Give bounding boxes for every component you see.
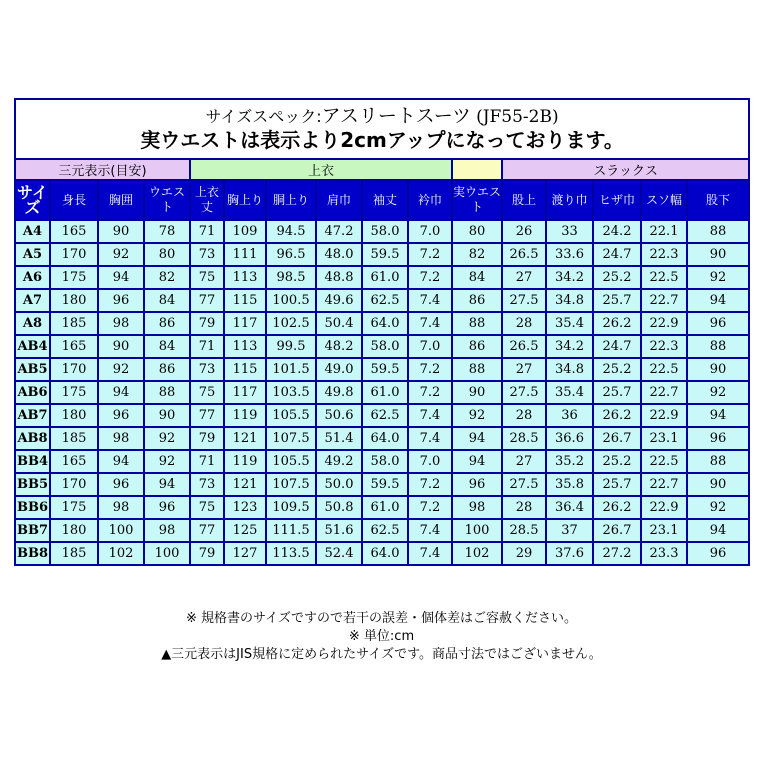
value-cell: 111.5 <box>266 519 316 542</box>
value-cell: 180 <box>50 289 98 312</box>
value-cell: 96 <box>98 404 144 427</box>
value-cell: 88 <box>687 220 749 243</box>
value-cell: 23.1 <box>641 427 687 450</box>
group-sangen: 三元表示(目安) <box>15 159 190 180</box>
value-cell: 26.7 <box>593 519 641 542</box>
value-cell: 92 <box>98 243 144 266</box>
value-cell: 62.5 <box>362 404 408 427</box>
value-cell: 96 <box>98 289 144 312</box>
value-cell: 52.4 <box>316 542 362 565</box>
value-cell: 165 <box>50 335 98 358</box>
value-cell: 96.5 <box>266 243 316 266</box>
value-cell: 50.4 <box>316 312 362 335</box>
size-cell: BB8 <box>15 542 50 565</box>
value-cell: 35.2 <box>546 450 593 473</box>
column-header: 衿巾 <box>408 180 452 220</box>
value-cell: 98 <box>98 312 144 335</box>
value-cell: 29 <box>502 542 546 565</box>
value-cell: 50.0 <box>316 473 362 496</box>
value-cell: 59.5 <box>362 243 408 266</box>
value-cell: 79 <box>190 542 224 565</box>
value-cell: 22.1 <box>641 220 687 243</box>
table-row <box>15 312 749 335</box>
value-cell: 22.3 <box>641 335 687 358</box>
column-header: 胸上り <box>224 180 266 220</box>
column-header: 上衣丈 <box>190 180 224 220</box>
value-cell: 113 <box>224 335 266 358</box>
value-cell: 170 <box>50 473 98 496</box>
value-cell: 80 <box>144 243 190 266</box>
value-cell: 51.4 <box>316 427 362 450</box>
value-cell: 61.0 <box>362 266 408 289</box>
value-cell: 26.2 <box>593 312 641 335</box>
value-cell: 22.9 <box>641 404 687 427</box>
value-cell: 180 <box>50 519 98 542</box>
value-cell: 170 <box>50 358 98 381</box>
value-cell: 121 <box>224 427 266 450</box>
value-cell: 100 <box>452 519 502 542</box>
value-cell: 94 <box>144 473 190 496</box>
value-cell: 33 <box>546 220 593 243</box>
column-header: ヒザ巾 <box>593 180 641 220</box>
table-row <box>15 496 749 519</box>
value-cell: 22.5 <box>641 266 687 289</box>
value-cell: 25.2 <box>593 450 641 473</box>
value-cell: 86 <box>144 358 190 381</box>
value-cell: 25.7 <box>593 289 641 312</box>
value-cell: 49.6 <box>316 289 362 312</box>
size-cell: BB6 <box>15 496 50 519</box>
value-cell: 71 <box>190 335 224 358</box>
value-cell: 96 <box>687 427 749 450</box>
value-cell: 28.5 <box>502 519 546 542</box>
value-cell: 48.0 <box>316 243 362 266</box>
group-actual-waist <box>452 159 502 180</box>
table-row <box>15 381 749 404</box>
value-cell: 59.5 <box>362 358 408 381</box>
value-cell: 125 <box>224 519 266 542</box>
value-cell: 96 <box>98 473 144 496</box>
value-cell: 78 <box>144 220 190 243</box>
value-cell: 94 <box>452 450 502 473</box>
value-cell: 180 <box>50 404 98 427</box>
value-cell: 94.5 <box>266 220 316 243</box>
size-cell: AB6 <box>15 381 50 404</box>
value-cell: 92 <box>452 404 502 427</box>
value-cell: 117 <box>224 312 266 335</box>
title-prefix: サイズスペック: <box>205 106 322 126</box>
table-row <box>15 519 749 542</box>
value-cell: 98.5 <box>266 266 316 289</box>
value-cell: 64.0 <box>362 542 408 565</box>
value-cell: 100 <box>98 519 144 542</box>
table-row <box>15 404 749 427</box>
value-cell: 27.5 <box>502 381 546 404</box>
value-cell: 7.4 <box>408 404 452 427</box>
value-cell: 79 <box>190 312 224 335</box>
value-cell: 37.6 <box>546 542 593 565</box>
value-cell: 26.7 <box>593 427 641 450</box>
value-cell: 7.4 <box>408 289 452 312</box>
value-cell: 98 <box>452 496 502 519</box>
value-cell: 92 <box>687 381 749 404</box>
value-cell: 26.5 <box>502 243 546 266</box>
column-header: 股上 <box>502 180 546 220</box>
value-cell: 48.2 <box>316 335 362 358</box>
value-cell: 94 <box>98 450 144 473</box>
value-cell: 36.4 <box>546 496 593 519</box>
value-cell: 27.2 <box>593 542 641 565</box>
waist-notice: 実ウエストは表示より2cmアップになっております。 <box>140 128 624 153</box>
size-cell: BB4 <box>15 450 50 473</box>
value-cell: 35.8 <box>546 473 593 496</box>
footnotes <box>0 610 763 664</box>
table-title <box>15 99 749 159</box>
title-line <box>16 105 748 129</box>
value-cell: 115 <box>224 289 266 312</box>
product-name: アスリートスーツ <box>321 104 471 127</box>
table-row <box>15 335 749 358</box>
value-cell: 48.8 <box>316 266 362 289</box>
value-cell: 115 <box>224 358 266 381</box>
table-row <box>15 358 749 381</box>
value-cell: 7.0 <box>408 220 452 243</box>
value-cell: 94 <box>687 519 749 542</box>
value-cell: 98 <box>144 519 190 542</box>
value-cell: 102.5 <box>266 312 316 335</box>
value-cell: 34.2 <box>546 266 593 289</box>
value-cell: 82 <box>144 266 190 289</box>
value-cell: 88 <box>144 381 190 404</box>
value-cell: 92 <box>687 496 749 519</box>
value-cell: 28 <box>502 404 546 427</box>
value-cell: 185 <box>50 312 98 335</box>
value-cell: 88 <box>452 358 502 381</box>
value-cell: 101.5 <box>266 358 316 381</box>
value-cell: 92 <box>687 266 749 289</box>
value-cell: 86 <box>452 289 502 312</box>
value-cell: 36.6 <box>546 427 593 450</box>
value-cell: 25.2 <box>593 358 641 381</box>
value-cell: 25.7 <box>593 473 641 496</box>
column-header: 渡り巾 <box>546 180 593 220</box>
value-cell: 102 <box>98 542 144 565</box>
note-jis: ▲三元表示はJIS規格に定められたサイズです。商品寸法ではございません。 <box>161 647 602 662</box>
value-cell: 50.8 <box>316 496 362 519</box>
column-header: 身長 <box>50 180 98 220</box>
value-cell: 28 <box>502 312 546 335</box>
value-cell: 28.5 <box>502 427 546 450</box>
value-cell: 92 <box>144 427 190 450</box>
value-cell: 35.4 <box>546 381 593 404</box>
value-cell: 75 <box>190 381 224 404</box>
value-cell: 99.5 <box>266 335 316 358</box>
column-header: 股下 <box>687 180 749 220</box>
value-cell: 7.0 <box>408 335 452 358</box>
value-cell: 96 <box>687 542 749 565</box>
value-cell: 92 <box>144 450 190 473</box>
value-cell: 27 <box>502 358 546 381</box>
value-cell: 105.5 <box>266 450 316 473</box>
value-cell: 27.5 <box>502 289 546 312</box>
column-header: 実ウエスト <box>452 180 502 220</box>
value-cell: 7.4 <box>408 519 452 542</box>
note-unit: ※ 単位:cm <box>348 629 415 644</box>
value-cell: 34.2 <box>546 335 593 358</box>
value-cell: 58.0 <box>362 335 408 358</box>
value-cell: 80 <box>452 220 502 243</box>
value-cell: 22.5 <box>641 450 687 473</box>
value-cell: 185 <box>50 542 98 565</box>
value-cell: 27.5 <box>502 473 546 496</box>
column-header: 袖丈 <box>362 180 408 220</box>
column-header: スソ幅 <box>641 180 687 220</box>
value-cell: 86 <box>452 335 502 358</box>
column-header: 胴上り <box>266 180 316 220</box>
size-cell: BB7 <box>15 519 50 542</box>
value-cell: 94 <box>98 266 144 289</box>
value-cell: 109 <box>224 220 266 243</box>
table-row <box>15 473 749 496</box>
value-cell: 64.0 <box>362 427 408 450</box>
value-cell: 82 <box>452 243 502 266</box>
value-cell: 25.2 <box>593 266 641 289</box>
value-cell: 64.0 <box>362 312 408 335</box>
value-cell: 90 <box>144 404 190 427</box>
value-cell: 50.6 <box>316 404 362 427</box>
value-cell: 58.0 <box>362 220 408 243</box>
size-cell: AB5 <box>15 358 50 381</box>
value-cell: 100.5 <box>266 289 316 312</box>
value-cell: 7.4 <box>408 427 452 450</box>
value-cell: 49.2 <box>316 450 362 473</box>
table-row <box>15 266 749 289</box>
value-cell: 90 <box>452 381 502 404</box>
value-cell: 117 <box>224 381 266 404</box>
value-cell: 170 <box>50 243 98 266</box>
value-cell: 90 <box>98 220 144 243</box>
value-cell: 22.9 <box>641 496 687 519</box>
value-cell: 22.7 <box>641 381 687 404</box>
value-cell: 109.5 <box>266 496 316 519</box>
value-cell: 105.5 <box>266 404 316 427</box>
value-cell: 175 <box>50 266 98 289</box>
value-cell: 84 <box>144 289 190 312</box>
value-cell: 27 <box>502 450 546 473</box>
value-cell: 102 <box>452 542 502 565</box>
value-cell: 51.6 <box>316 519 362 542</box>
table-row <box>15 243 749 266</box>
value-cell: 98 <box>98 427 144 450</box>
value-cell: 24.7 <box>593 243 641 266</box>
value-cell: 7.2 <box>408 381 452 404</box>
column-header: ウエスト <box>144 180 190 220</box>
value-cell: 7.2 <box>408 358 452 381</box>
value-cell: 71 <box>190 220 224 243</box>
value-cell: 127 <box>224 542 266 565</box>
value-cell: 59.5 <box>362 473 408 496</box>
value-cell: 22.3 <box>641 243 687 266</box>
value-cell: 88 <box>687 335 749 358</box>
value-cell: 107.5 <box>266 473 316 496</box>
value-cell: 62.5 <box>362 519 408 542</box>
value-cell: 94 <box>687 404 749 427</box>
value-cell: 62.5 <box>362 289 408 312</box>
column-header: 胸囲 <box>98 180 144 220</box>
value-cell: 61.0 <box>362 496 408 519</box>
size-cell: A5 <box>15 243 50 266</box>
size-cell: AB4 <box>15 335 50 358</box>
value-cell: 113 <box>224 266 266 289</box>
value-cell: 73 <box>190 473 224 496</box>
size-cell: AB8 <box>15 427 50 450</box>
value-cell: 75 <box>190 266 224 289</box>
value-cell: 103.5 <box>266 381 316 404</box>
value-cell: 84 <box>144 335 190 358</box>
size-spec-sheet <box>14 98 748 566</box>
value-cell: 36 <box>546 404 593 427</box>
table-row <box>15 450 749 473</box>
value-cell: 22.9 <box>641 312 687 335</box>
value-cell: 24.7 <box>593 335 641 358</box>
value-cell: 58.0 <box>362 450 408 473</box>
value-cell: 86 <box>144 312 190 335</box>
note-tolerance: ※ 規格書のサイズですので若干の誤差・個体差はご容赦ください。 <box>186 611 577 626</box>
column-header: サイズ <box>15 180 50 220</box>
column-header: 肩巾 <box>316 180 362 220</box>
value-cell: 165 <box>50 450 98 473</box>
value-cell: 22.7 <box>641 473 687 496</box>
value-cell: 119 <box>224 404 266 427</box>
value-cell: 77 <box>190 289 224 312</box>
size-spec-table <box>14 98 750 566</box>
value-cell: 49.0 <box>316 358 362 381</box>
value-cell: 24.2 <box>593 220 641 243</box>
group-jacket: 上衣 <box>190 159 452 180</box>
value-cell: 94 <box>98 381 144 404</box>
value-cell: 123 <box>224 496 266 519</box>
value-cell: 175 <box>50 381 98 404</box>
size-cell: A4 <box>15 220 50 243</box>
value-cell: 90 <box>687 243 749 266</box>
value-cell: 121 <box>224 473 266 496</box>
value-cell: 7.4 <box>408 312 452 335</box>
value-cell: 107.5 <box>266 427 316 450</box>
table-row <box>15 289 749 312</box>
value-cell: 90 <box>98 335 144 358</box>
table-row <box>15 427 749 450</box>
value-cell: 26.2 <box>593 496 641 519</box>
value-cell: 25.7 <box>593 381 641 404</box>
value-cell: 7.2 <box>408 473 452 496</box>
value-cell: 100 <box>144 542 190 565</box>
value-cell: 88 <box>687 450 749 473</box>
value-cell: 165 <box>50 220 98 243</box>
value-cell: 77 <box>190 519 224 542</box>
value-cell: 111 <box>224 243 266 266</box>
value-cell: 75 <box>190 496 224 519</box>
value-cell: 7.0 <box>408 450 452 473</box>
value-cell: 47.2 <box>316 220 362 243</box>
value-cell: 71 <box>190 450 224 473</box>
value-cell: 49.8 <box>316 381 362 404</box>
size-cell: A7 <box>15 289 50 312</box>
value-cell: 28 <box>502 496 546 519</box>
table-row <box>15 542 749 565</box>
value-cell: 88 <box>452 312 502 335</box>
group-slacks: スラックス <box>502 159 749 180</box>
value-cell: 84 <box>452 266 502 289</box>
value-cell: 23.3 <box>641 542 687 565</box>
value-cell: 34.8 <box>546 358 593 381</box>
value-cell: 27 <box>502 266 546 289</box>
value-cell: 7.2 <box>408 496 452 519</box>
size-cell: AB7 <box>15 404 50 427</box>
value-cell: 96 <box>144 496 190 519</box>
value-cell: 185 <box>50 427 98 450</box>
value-cell: 73 <box>190 358 224 381</box>
value-cell: 94 <box>687 289 749 312</box>
value-cell: 22.5 <box>641 358 687 381</box>
value-cell: 79 <box>190 427 224 450</box>
value-cell: 23.1 <box>641 519 687 542</box>
column-header-row <box>15 180 749 220</box>
value-cell: 98 <box>98 496 144 519</box>
value-cell: 77 <box>190 404 224 427</box>
value-cell: 90 <box>687 473 749 496</box>
value-cell: 94 <box>452 427 502 450</box>
product-code: (JF55-2B) <box>476 106 559 127</box>
value-cell: 92 <box>98 358 144 381</box>
value-cell: 96 <box>687 312 749 335</box>
value-cell: 175 <box>50 496 98 519</box>
size-cell: A6 <box>15 266 50 289</box>
value-cell: 96 <box>452 473 502 496</box>
value-cell: 26 <box>502 220 546 243</box>
value-cell: 90 <box>687 358 749 381</box>
value-cell: 26.2 <box>593 404 641 427</box>
value-cell: 119 <box>224 450 266 473</box>
value-cell: 61.0 <box>362 381 408 404</box>
value-cell: 26.5 <box>502 335 546 358</box>
value-cell: 37 <box>546 519 593 542</box>
value-cell: 22.7 <box>641 289 687 312</box>
table-row <box>15 220 749 243</box>
value-cell: 73 <box>190 243 224 266</box>
value-cell: 113.5 <box>266 542 316 565</box>
value-cell: 7.4 <box>408 542 452 565</box>
value-cell: 33.6 <box>546 243 593 266</box>
size-cell: A8 <box>15 312 50 335</box>
size-cell: BB5 <box>15 473 50 496</box>
value-cell: 34.8 <box>546 289 593 312</box>
value-cell: 35.4 <box>546 312 593 335</box>
value-cell: 7.2 <box>408 243 452 266</box>
value-cell: 7.2 <box>408 266 452 289</box>
